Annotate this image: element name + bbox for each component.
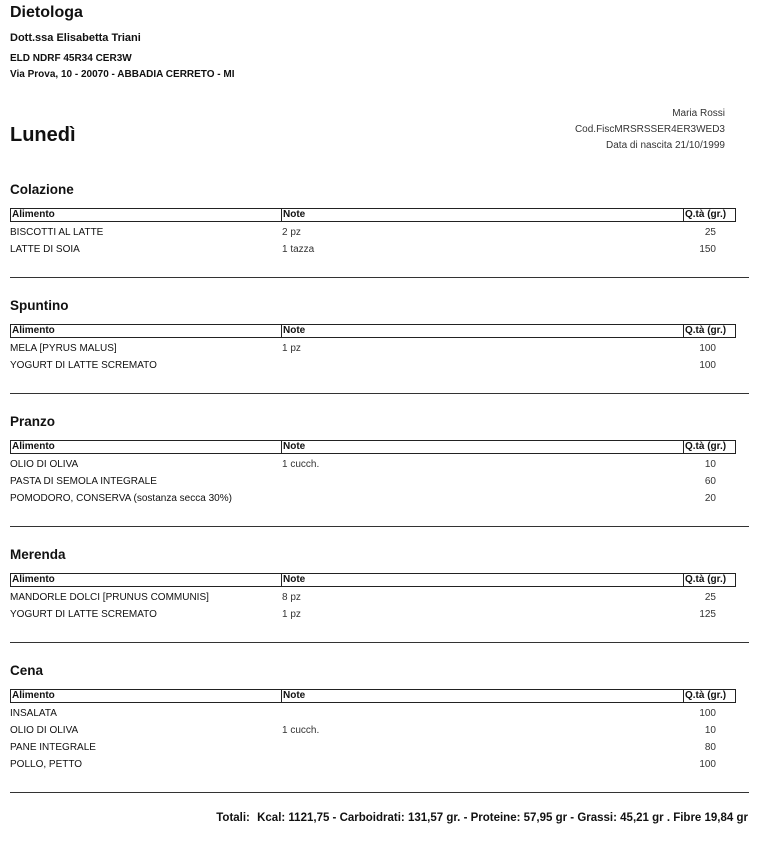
column-notes-header: Note [283, 325, 306, 336]
column-food-header: Alimento [12, 325, 55, 336]
page-title: Dietologa [10, 4, 83, 21]
column-qty-header: Q.tà (gr.) [685, 441, 727, 452]
column-food-header: Alimento [12, 209, 55, 220]
patient-name: Maria Rossi [672, 108, 725, 119]
column-food-header: Alimento [12, 690, 55, 701]
notes-cell: 2 pz [282, 227, 301, 238]
column-food-header: Alimento [12, 574, 55, 585]
table-row [10, 241, 734, 258]
food-cell: MELA [PYRUS MALUS] [10, 343, 117, 354]
section-divider [10, 526, 749, 527]
totals-values: Kcal: 1121,75 - Carboidrati: 131,57 gr. - Proteine: 57,95 gr - Grassi: 45,21 gr . Fibre 19,84 gr [257, 812, 748, 824]
table-body [10, 456, 734, 507]
column-food-header: Alimento [12, 441, 55, 452]
notes-cell: 1 cucch. [282, 725, 320, 736]
table-header [10, 440, 736, 454]
table-row [10, 224, 734, 241]
table-body [10, 340, 734, 374]
table-header [10, 689, 736, 703]
qty-cell: 80 [704, 742, 716, 753]
meal-title: Merenda [10, 547, 66, 562]
notes-cell: 1 cucch. [282, 459, 320, 470]
food-cell: LATTE DI SOIA [10, 244, 80, 255]
qty-cell: 10 [704, 459, 716, 470]
notes-cell: 1 pz [282, 609, 301, 620]
patient-fiscal-code: Cod.FiscMRSRSSER4ER3WED3 [574, 124, 725, 135]
column-qty-header: Q.tà (gr.) [685, 209, 727, 220]
column-notes-header: Note [283, 574, 306, 585]
food-cell: BISCOTTI AL LATTE [10, 227, 104, 238]
food-cell: PASTA DI SEMOLA INTEGRALE [10, 476, 157, 487]
column-notes-header: Note [283, 441, 306, 452]
table-body [10, 589, 734, 623]
meal-title: Pranzo [10, 414, 56, 429]
totals-line [212, 812, 748, 824]
table-row [10, 606, 734, 623]
food-cell: INSALATA [10, 708, 57, 719]
section-divider [10, 393, 749, 394]
table-header [10, 208, 736, 222]
table-row [10, 756, 734, 773]
column-qty-header: Q.tà (gr.) [685, 574, 727, 585]
column-qty-header: Q.tà (gr.) [685, 325, 727, 336]
notes-cell: 1 tazza [282, 244, 315, 255]
qty-cell: 125 [699, 609, 716, 620]
qty-cell: 60 [704, 476, 716, 487]
qty-cell: 150 [699, 244, 716, 255]
food-cell: POMODORO, CONSERVA (sostanza secca 30%) [10, 493, 232, 504]
qty-cell: 25 [704, 592, 716, 603]
food-cell: MANDORLE DOLCI [PRUNUS COMMUNIS] [10, 592, 209, 603]
table-row [10, 739, 734, 756]
table-row [10, 589, 734, 606]
column-notes-header: Note [283, 209, 306, 220]
table-body [10, 224, 734, 258]
qty-cell: 100 [699, 708, 716, 719]
table-row [10, 340, 734, 357]
qty-cell: 10 [704, 725, 716, 736]
day-title: Lunedì [10, 124, 76, 146]
section-divider [10, 642, 749, 643]
table-row [10, 473, 734, 490]
table-body [10, 705, 734, 773]
doctor-address: Via Prova, 10 - 20070 - ABBADIA CERRETO - MI [10, 69, 235, 80]
food-cell: POLLO, PETTO [10, 759, 83, 770]
section-divider [10, 792, 749, 793]
table-row [10, 705, 734, 722]
table-row [10, 490, 734, 507]
qty-cell: 100 [699, 343, 716, 354]
doctor-name: Dott.ssa Elisabetta Triani [10, 32, 141, 44]
food-cell: YOGURT DI LATTE SCREMATO [10, 360, 157, 371]
column-qty-header: Q.tà (gr.) [685, 690, 727, 701]
food-cell: OLIO DI OLIVA [10, 725, 79, 736]
section-divider [10, 277, 749, 278]
doctor-code: ELD NDRF 45R34 CER3W [10, 53, 132, 64]
food-cell: PANE INTEGRALE [10, 742, 96, 753]
table-header [10, 324, 736, 338]
qty-cell: 20 [704, 493, 716, 504]
column-notes-header: Note [283, 690, 306, 701]
qty-cell: 100 [699, 360, 716, 371]
qty-cell: 25 [704, 227, 716, 238]
notes-cell: 1 pz [282, 343, 301, 354]
totals-label: Totali: [216, 812, 250, 824]
table-header [10, 573, 736, 587]
patient-info [575, 106, 725, 154]
meal-title: Spuntino [10, 298, 69, 313]
food-cell: YOGURT DI LATTE SCREMATO [10, 609, 157, 620]
table-row [10, 722, 734, 739]
meal-title: Cena [10, 663, 44, 678]
patient-birth-date: Data di nascita 21/10/1999 [606, 140, 725, 151]
meal-title: Colazione [10, 182, 74, 197]
notes-cell: 8 pz [282, 592, 301, 603]
table-row [10, 357, 734, 374]
table-row [10, 456, 734, 473]
qty-cell: 100 [699, 759, 716, 770]
food-cell: OLIO DI OLIVA [10, 459, 79, 470]
